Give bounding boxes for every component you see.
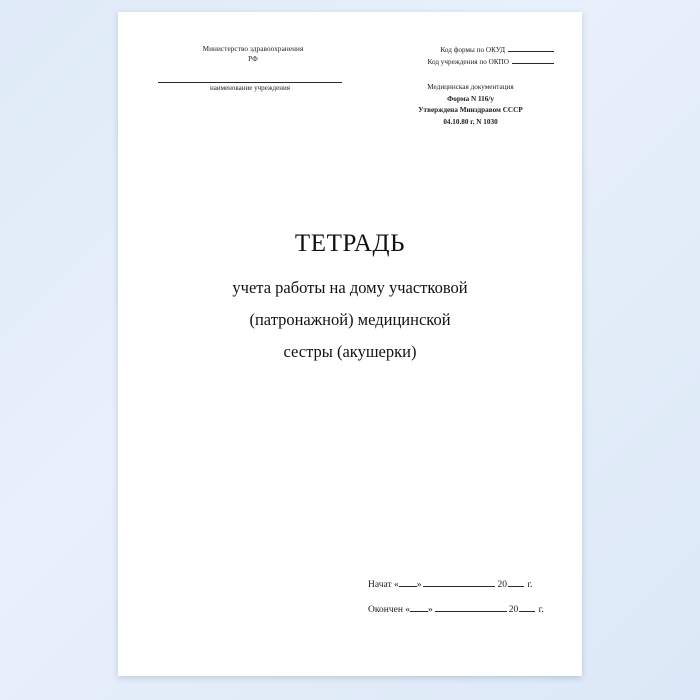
start-year-field[interactable] — [508, 578, 524, 587]
document-page — [118, 12, 582, 676]
document-header — [158, 44, 554, 154]
code-row-okpo — [428, 56, 554, 68]
end-label: Окончен — [368, 605, 403, 616]
codes-block — [428, 44, 554, 68]
page-inner — [118, 12, 582, 676]
page-subtitle-line-1: учета работы на дому участковой — [232, 278, 468, 297]
code-blank-okpo[interactable] — [512, 56, 554, 64]
medical-doc-block — [363, 82, 578, 128]
code-label-okpo: Код учреждения по ОКПО — [427, 58, 509, 67]
start-day-field[interactable] — [399, 578, 417, 587]
page-title: ТЕТРАДЬ — [294, 230, 406, 257]
medical-doc-line-2: Форма N 116/у — [447, 94, 494, 103]
end-quote-close: » — [428, 605, 433, 616]
medical-doc-line-3: Утверждена Минздравом СССР — [418, 106, 523, 115]
ministry-line-2: РФ — [248, 55, 258, 64]
code-blank-okud[interactable] — [508, 44, 554, 52]
page-subtitle-line-2: (патронажной) медицинской — [249, 310, 451, 330]
start-quote-open: « — [393, 579, 399, 590]
end-quote-open: « — [405, 605, 411, 616]
institution-name-rule — [158, 82, 342, 83]
institution-name-caption: наименование учреждения — [210, 83, 290, 92]
document-title-block — [152, 230, 548, 369]
end-year-field[interactable] — [519, 603, 535, 612]
end-day-field[interactable] — [410, 603, 428, 612]
ministry-line-1: Министерство здравоохранения — [202, 45, 304, 53]
end-year-suffix: г. — [538, 605, 544, 616]
medical-doc-line-1: Медицинская документация — [427, 83, 514, 91]
medical-doc-line-4: 04.10.80 г. N 1030 — [443, 117, 498, 126]
document-footer — [368, 573, 556, 624]
code-label-okud: Код формы по ОКУД — [440, 46, 505, 54]
start-year-prefix: 20 — [497, 579, 507, 590]
page-subtitle-line-3: сестры (акушерки) — [283, 342, 417, 362]
end-year-prefix: 20 — [508, 605, 519, 616]
code-row-okud — [428, 44, 554, 56]
start-month-field[interactable] — [423, 578, 495, 587]
start-year-suffix: г. — [527, 579, 533, 590]
end-month-field[interactable] — [435, 603, 507, 612]
footer-row-start — [368, 573, 556, 599]
start-quote-close: » — [416, 579, 422, 590]
footer-row-end — [368, 598, 556, 624]
ministry-block — [158, 44, 348, 94]
start-label: Начат — [368, 579, 392, 590]
